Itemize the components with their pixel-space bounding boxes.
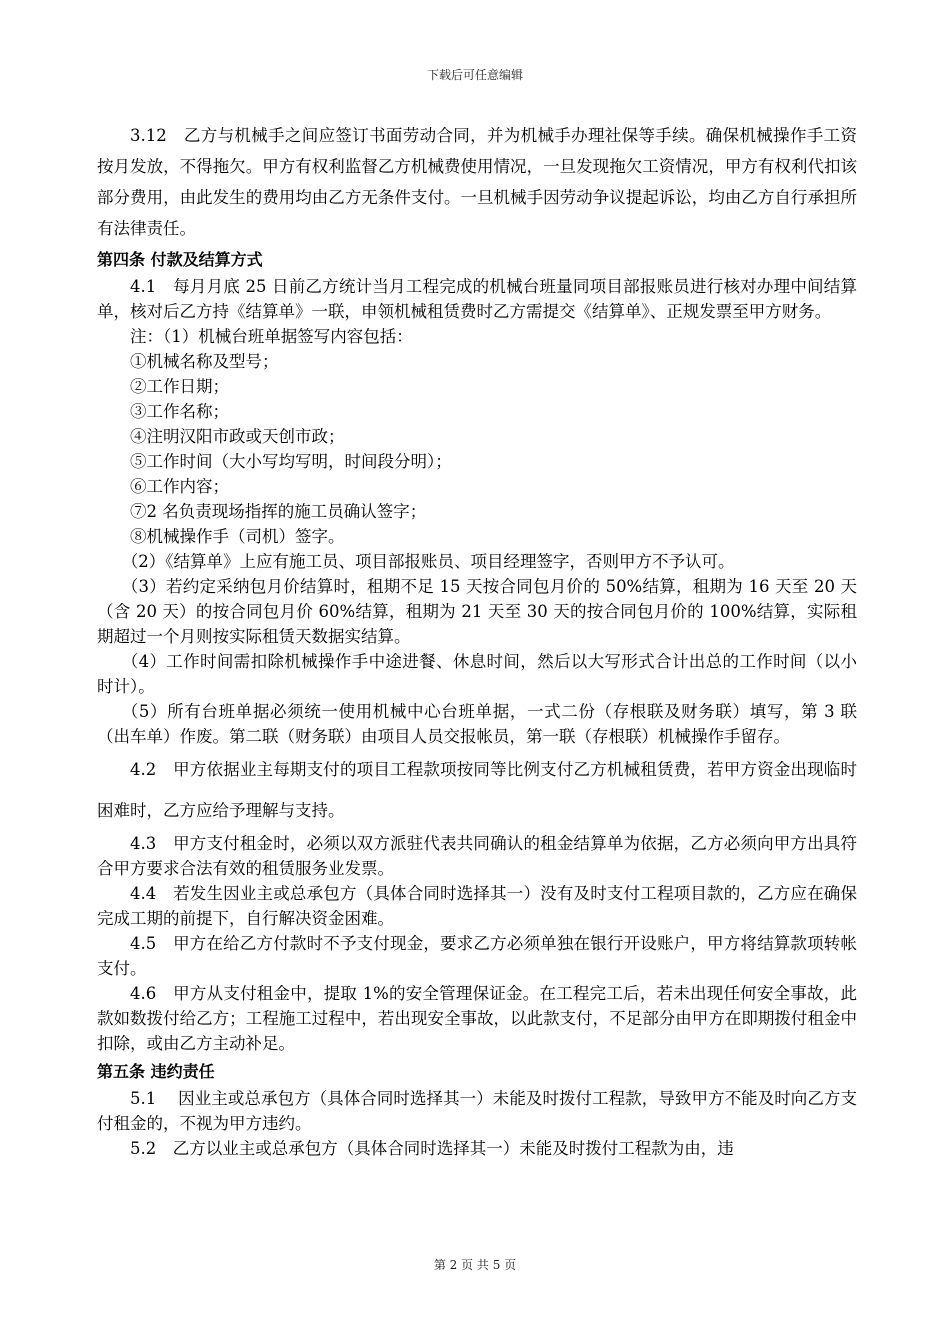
clause-4-3: 4.3 甲方支付租金时，必须以双方派驻代表共同确认的租金结算单为依据，乙方必须向甲方出具符合甲方要求合法有效的租赁服务业发票。 (97, 834, 857, 878)
document-body (97, 120, 857, 1161)
note-item: ⑧机械操作手（司机）签字。 (130, 527, 345, 546)
clause-4-6: 4.6 甲方从支付租金中，提取 1%的安全管理保证金。在工程完工后，若未出现任何安全事故，此款如数拨付给乙方；工程施工过程中，若出现安全事故，以此款支付，不足部分由甲方在即期拨付租金中扣除，或由乙方主动补足。 (97, 984, 857, 1053)
clause-4-1: 4.1 每月月底 25 日前乙方统计当月工程完成的机械台班量同项目部报账员进行核对办理中间结算单，核对后乙方持《结算单》一联，申领机械租赁费时乙方需提交《结算单》、正规发票至甲方财务。 (97, 277, 857, 321)
page-footer: 第 2 页 共 5 页 (433, 1258, 517, 1272)
note-item: ⑥工作内容； (130, 477, 229, 496)
clause-4-2: 4.2 甲方依据业主每期支付的项目工程款项按同等比例支付乙方机械租赁费，若甲方资金出现临时困难时，乙方应给予理解与支持。 (97, 760, 857, 820)
page-header: 下载后可任意编辑 (426, 68, 523, 82)
clause-5-2: 5.2 乙方以业主或总承包方（具体合同时选择其一）未能及时拨付工程款为由，违 (130, 1139, 734, 1158)
clause-3-12: 3.12 乙方与机械手之间应签订书面劳动合同，并为机械手办理社保等手续。确保机械操作手工资按月发放，不得拖欠。甲方有权利监督乙方机械费使用情况，一旦发现拖欠工资情况，甲方有权利代扣该部分费用，由此发生的费用均由乙方无条件支付。一旦机械手因劳动争议提起诉讼，均由乙方自行承担所有法律责任。 (97, 126, 857, 238)
note-item: ③工作名称； (130, 402, 229, 421)
note-item: ①机械名称及型号； (130, 352, 279, 371)
clause-5-1: 5.1 因业主或总承包方（具体合同时选择其一）未能及时拨付工程款，导致甲方不能及时向乙方支付租金的，不视为甲方违约。 (97, 1089, 857, 1133)
clause-4-5: 4.5 甲方在给乙方付款时不予支付现金，要求乙方必须单独在银行开设账户，甲方将结算款项转帐支付。 (97, 934, 857, 978)
clause-4-4: 4.4 若发生因业主或总承包方（具体合同时选择其一）没有及时支付工程项目款的，乙方应在确保完成工期的前提下，自行解决资金困难。 (97, 884, 857, 928)
note-item: ⑦2 名负责现场指挥的施工员确认签字； (130, 502, 427, 521)
note-2: （2）《结算单》上应有施工员、项目部报账员、项目经理签字，否则甲方不予认可。 (121, 552, 735, 571)
note-item: ⑤工作时间（大小写均写明，时间段分明）； (130, 452, 452, 471)
note-4: （4）工作时间需扣除机械操作手中途进餐、休息时间，然后以大写形式合计出总的工作时间（以小时计）。 (97, 652, 857, 696)
note-5: （5）所有台班单据必须统一使用机械中心台班单据，一式二份（存根联及财务联）填写，第 3 联（出车单）作废。第二联（财务联）由项目人员交报帐员，第一联（存根联）机械操作手留存。 (97, 702, 857, 746)
article-5-heading: 第五条 违约责任 (97, 1062, 215, 1081)
note-item: ②工作日期； (130, 377, 229, 396)
article-4-heading: 第四条 付款及结算方式 (97, 250, 263, 269)
note-1: 注：（1）机械台班单据签写内容包括： (130, 327, 413, 346)
note-item: ④注明汉阳市政或天创市政； (130, 427, 345, 446)
note-3: （3）若约定采纳包月价结算时，租期不足 15 天按合同包月价的 50%结算，租期为 16 天至 20 天（含 20 天）的按合同包月价 60%结算，租期为 21 天至 30 天的按合同包月价的 100%结算，实际租期超过一个月则按实际租赁天数据实结算。 (97, 577, 857, 646)
